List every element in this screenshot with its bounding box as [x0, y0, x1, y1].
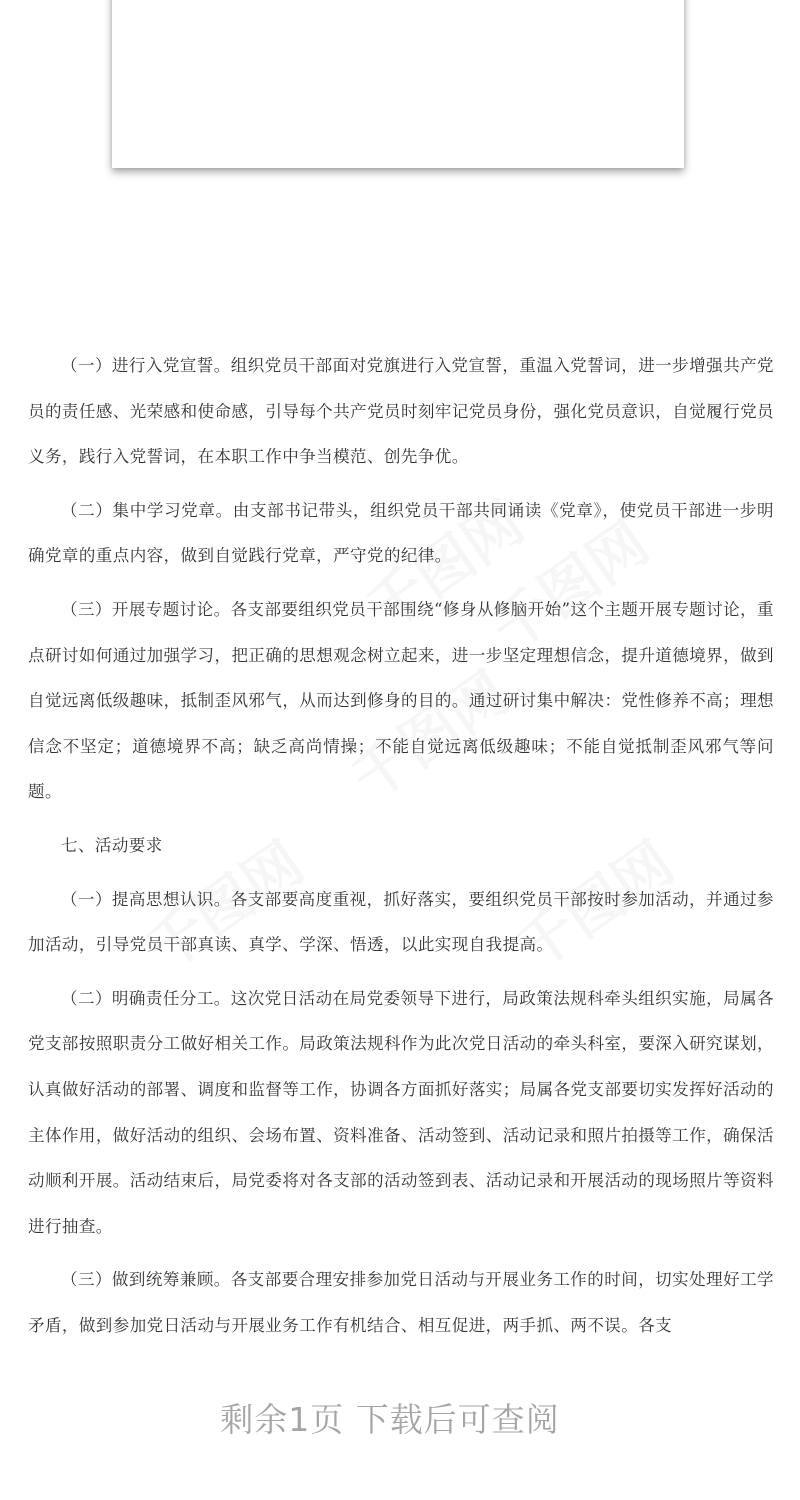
- document-body: [28, 343, 774, 1348]
- paragraph-responsibility: （二）明确责任分工。这次党日活动在局党委领导下进行，局政策法规科牵头组织实施，局属各党支部按照职责分工做好相关工作。局政策法规科作为此次党日活动的牵头科室，要深入研究谋划，认真做好活动的部署、调度和监督等工作，协调各方面抓好落实；局属各党支部要切实发挥好活动的主体作用，做好活动的组织、会场布置、资料准备、活动签到、活动记录和照片拍摄等工作，确保活动顺利开展。活动结束后，局党委将对各支部的活动签到表、活动记录和开展活动的现场照片等资料进行抽查。: [28, 988, 774, 1236]
- previous-page-card: [112, 0, 684, 168]
- download-prompt[interactable]: 剩余1页 下载后可查阅: [220, 1400, 560, 1439]
- paragraph-study-charter: （二）集中学习党章。由支部书记带头，组织党员干部共同诵读《党章》，使党员干部进一步明确党章的重点内容，做到自觉践行党章，严守党的纪律。: [28, 500, 774, 566]
- paragraph-discussion: （三）开展专题讨论。各支部要组织党员干部围绕“修身从修脑开始”这个主题开展专题讨论，重点研讨如何通过加强学习，把正确的思想观念树立起来，进一步坚定理想信念，提升道德境界，做到自觉远离低级趣味，抵制歪风邪气，从而达到修身的目的。通过研讨集中解决：党性修养不高；理想信念不坚定；道德境界不高；缺乏高尚情操；不能自觉远离低级趣味；不能自觉抵制歪风邪气等问题。: [28, 599, 774, 802]
- paragraph-awareness: （一）提高思想认识。各支部要高度重视，抓好落实，要组织党员干部按时参加活动，并通过参加活动，引导党员干部真读、真学、学深、悟透，以此实现自我提高。: [28, 889, 774, 955]
- paragraph-coordination: （三）做到统筹兼顾。各支部要合理安排参加党日活动与开展业务工作的时间，切实处理好工学矛盾，做到参加党日活动与开展业务工作有机结合、相互促进，两手抓、两不误。各支: [28, 1270, 774, 1335]
- paragraph-oath: （一）进行入党宣誓。组织党员干部面对党旗进行入党宣誓，重温入党誓词，进一步增强共产党员的责任感、光荣感和使命感，引导每个共产党员时刻牢记党员身份，强化党员意识，自觉履行党员义务，践行入党誓词，在本职工作中争当模范、创先争优。: [28, 356, 774, 467]
- section-heading-requirements: 七、活动要求: [61, 835, 163, 855]
